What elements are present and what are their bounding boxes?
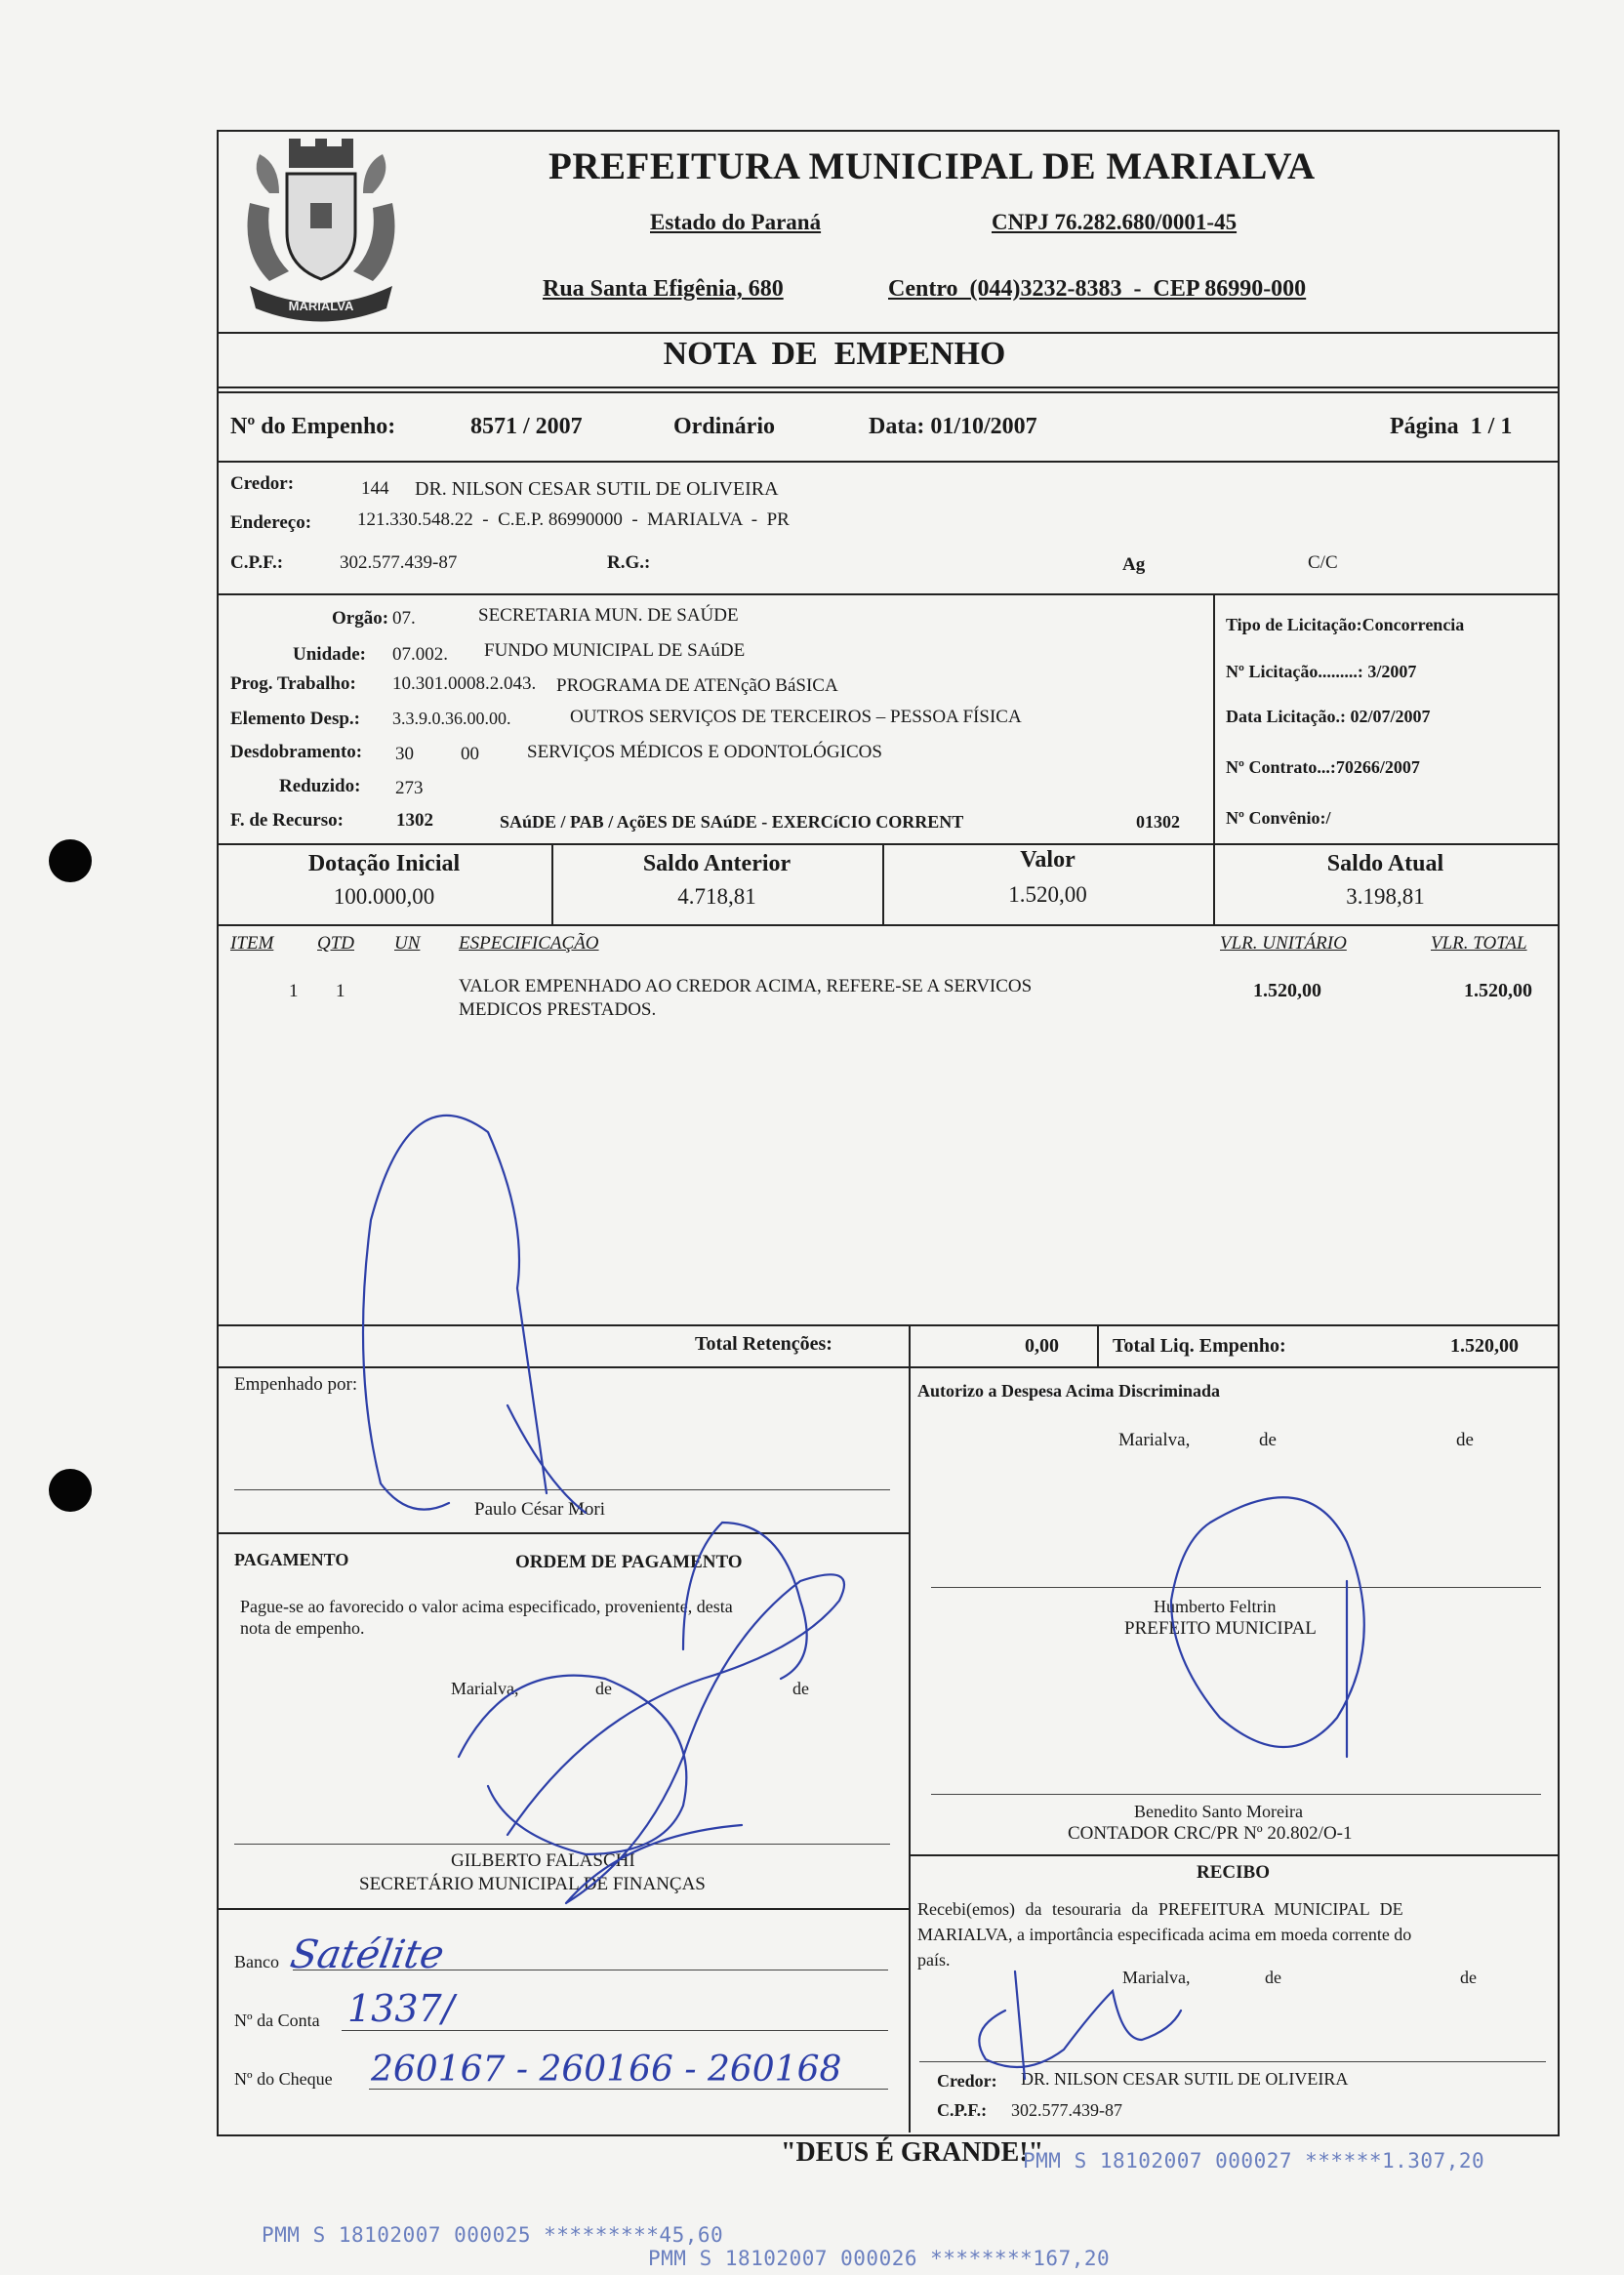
col-un: UN [394,933,421,954]
municipal-crest-icon [230,135,412,330]
crest-banner-text: MARIALVA [288,299,354,313]
tipo-licitacao: Tipo de Licitação:Concorrencia [1226,615,1465,634]
saldo-atual-value: 3.198,81 [1346,884,1425,909]
street-address: Rua Santa Efigênia, 680 [543,276,784,302]
recibo-text-line2: MARIALVA, a importância especificada acima em moeda corrente do [917,1925,1412,1944]
pagamento-de1: de [595,1679,612,1698]
conta-label: Nº da Conta [234,2011,320,2030]
recurso-label: F. de Recurso: [230,810,344,831]
ordem-pagamento-label: ORDEM DE PAGAMENTO [515,1552,743,1572]
valor-value: 1.520,00 [1008,882,1087,907]
endereco-label: Endereço: [230,512,312,533]
address-phone-cep: Centro (044)3232-8383 - CEP 86990-000 [888,276,1307,302]
orgao-code: 07. [392,608,416,629]
dotacao-inicial-value: 100.000,00 [333,884,435,909]
unidade-label: Unidade: [293,644,366,665]
conta-value: 1337/ [347,1987,455,2030]
cheque-label: Nº do Cheque [234,2069,333,2089]
credor-name: DR. NILSON CESAR SUTIL DE OLIVEIRA [415,478,779,500]
valor-label: Valor [1020,847,1076,873]
data-licitacao: Data Licitação.: 02/07/2007 [1226,707,1431,726]
col-especificacao: ESPECIFICAÇÃO [459,933,599,954]
page-number: Página 1 / 1 [1390,414,1513,439]
desdobramento-name: SERVIÇOS MÉDICOS E ODONTOLÓGICOS [527,742,882,762]
saldo-anterior-value: 4.718,81 [677,884,756,909]
empenho-label: Nº do Empenho: [230,414,396,439]
credor-label: Credor: [230,473,295,494]
desdobramento-label: Desdobramento: [230,742,363,762]
pagamento-city: Marialva, [451,1679,519,1698]
payment-stamp-1: PMM S 18102007 000025 *********45,60 [262,2223,724,2247]
item-unit-value: 1.520,00 [1253,980,1321,1001]
prog-code: 10.301.0008.2.043. [392,673,537,694]
prog-name: PROGRAMA DE ATENçãO BáSICA [556,675,838,696]
recibo-cpf-label: C.P.F.: [937,2100,988,2120]
state-name: Estado do Paraná [650,210,822,234]
credor-code: 144 [361,478,389,499]
secretario-role: SECRETÁRIO MUNICIPAL DE FINANÇAS [359,1874,706,1894]
desdobramento-a: 30 [395,744,414,764]
recibo-title: RECIBO [1197,1862,1270,1883]
reduzido-value: 273 [395,778,424,798]
saldo-atual-label: Saldo Atual [1326,851,1444,876]
cpf-label: C.P.F.: [230,552,284,573]
autorizo-de2: de [1456,1430,1474,1450]
empenho-kind: Ordinário [673,414,776,439]
pagamento-de2: de [792,1679,809,1698]
desdobramento-b: 00 [461,744,479,764]
footer-motto: "DEUS É GRANDE!" [781,2137,1044,2168]
elemento-name: OUTROS SERVIÇOS DE TERCEIROS – PESSOA FÍSICA [570,707,1022,727]
total-retencoes-value: 0,00 [1025,1335,1059,1357]
contador-name: Benedito Santo Moreira [1134,1802,1303,1821]
elemento-label: Elemento Desp.: [230,709,360,729]
col-qtd: QTD [317,933,355,954]
orgao-label: Orgão: [332,608,389,629]
pagamento-text-line2: nota de empenho. [240,1618,365,1638]
empenhado-por-name: Paulo César Mori [474,1499,606,1520]
recibo-cpf-value: 302.577.439-87 [1011,2100,1122,2120]
total-retencoes-label: Total Retenções: [695,1333,832,1355]
recurso-num: 01302 [1136,812,1180,832]
autorizo-de1: de [1259,1430,1277,1450]
item-number: 1 [289,981,299,1001]
recibo-de1: de [1265,1968,1281,1987]
banco-label: Banco [234,1952,279,1971]
col-item: ITEM [230,933,274,954]
recibo-credor-label: Credor: [937,2071,997,2091]
recurso-code: 1302 [396,810,433,831]
empenhado-por-label: Empenhado por: [234,1374,358,1395]
prog-label: Prog. Trabalho: [230,673,356,694]
cpf-value: 302.577.439-87 [340,552,458,573]
dotacao-inicial-label: Dotação Inicial [307,851,461,876]
reduzido-label: Reduzido: [279,776,361,796]
contador-role: CONTADOR CRC/PR Nº 20.802/O-1 [1068,1823,1353,1844]
banco-value: Satélite [286,1932,448,1977]
recibo-text-line3: país. [917,1950,951,1970]
item-qtd: 1 [336,981,345,1001]
total-liquido-value: 1.520,00 [1450,1335,1519,1357]
numero-contrato: Nº Contrato...:70266/2007 [1226,757,1420,777]
payment-stamp-3: PMM S 18102007 000027 ******1.307,20 [1023,2149,1485,2173]
item-total-value: 1.520,00 [1464,980,1532,1001]
pagamento-text-line1: Pague-se ao favorecido o valor acima especificado, proveniente, desta [240,1597,733,1616]
unidade-name: FUNDO MUNICIPAL DE SAúDE [484,640,746,661]
prefeito-role: PREFEITO MUNICIPAL [1124,1618,1317,1639]
item-desc-line1: VALOR EMPENHADO AO CREDOR ACIMA, REFERE-SE A SERVICOS [459,976,1033,996]
saldo-anterior-label: Saldo Anterior [642,851,792,876]
cc-label: C/C [1308,552,1338,573]
recibo-de2: de [1460,1968,1477,1987]
elemento-code: 3.3.9.0.36.00.00. [392,709,511,728]
recibo-credor-name: DR. NILSON CESAR SUTIL DE OLIVEIRA [1021,2069,1349,2089]
document-title: NOTA DE EMPENHO [663,336,1006,372]
payment-stamp-2: PMM S 18102007 000026 ********167,20 [648,2247,1111,2270]
recibo-city: Marialva, [1122,1968,1191,1987]
orgao-name: SECRETARIA MUN. DE SAÚDE [478,605,739,626]
col-valor-unitario: VLR. UNITÁRIO [1220,933,1347,954]
item-desc-line2: MEDICOS PRESTADOS. [459,999,657,1020]
punch-hole-bottom [49,1469,92,1512]
recibo-text-line1: Recebi(emos) da tesouraria da PREFEITURA MUNICIPAL DE [917,1899,1403,1919]
numero-convenio: Nº Convênio:/ [1226,808,1331,828]
cheque-value: 260167 - 260166 - 260168 [371,2050,842,2090]
prefeito-name: Humberto Feltrin [1154,1597,1277,1616]
autorizo-label: Autorizo a Despesa Acima Discriminada [917,1381,1220,1401]
page-title: PREFEITURA MUNICIPAL DE MARIALVA [548,145,1316,187]
empenho-number: 8571 / 2007 [470,414,583,439]
endereco-value: 121.330.548.22 - C.E.P. 86990000 - MARIALVA - PR [357,509,790,530]
ag-label: Ag [1122,554,1146,575]
recurso-name: SAúDE / PAB / AçõES DE SAúDE - EXERCíCIO CORRENT [500,812,964,832]
empenho-date: Data: 01/10/2007 [869,414,1037,439]
numero-licitacao: Nº Licitação.........: 3/2007 [1226,662,1417,681]
autorizo-city: Marialva, [1118,1430,1191,1450]
unidade-code: 07.002. [392,644,448,665]
punch-hole-top [49,839,92,882]
col-valor-total: VLR. TOTAL [1431,933,1527,954]
secretario-name: GILBERTO FALASCHI [451,1850,635,1871]
pagamento-label: PAGAMENTO [234,1550,349,1569]
cnpj: CNPJ 76.282.680/0001-45 [992,210,1238,234]
rg-label: R.G.: [607,552,651,573]
total-liquido-label: Total Liq. Empenho: [1113,1335,1286,1357]
